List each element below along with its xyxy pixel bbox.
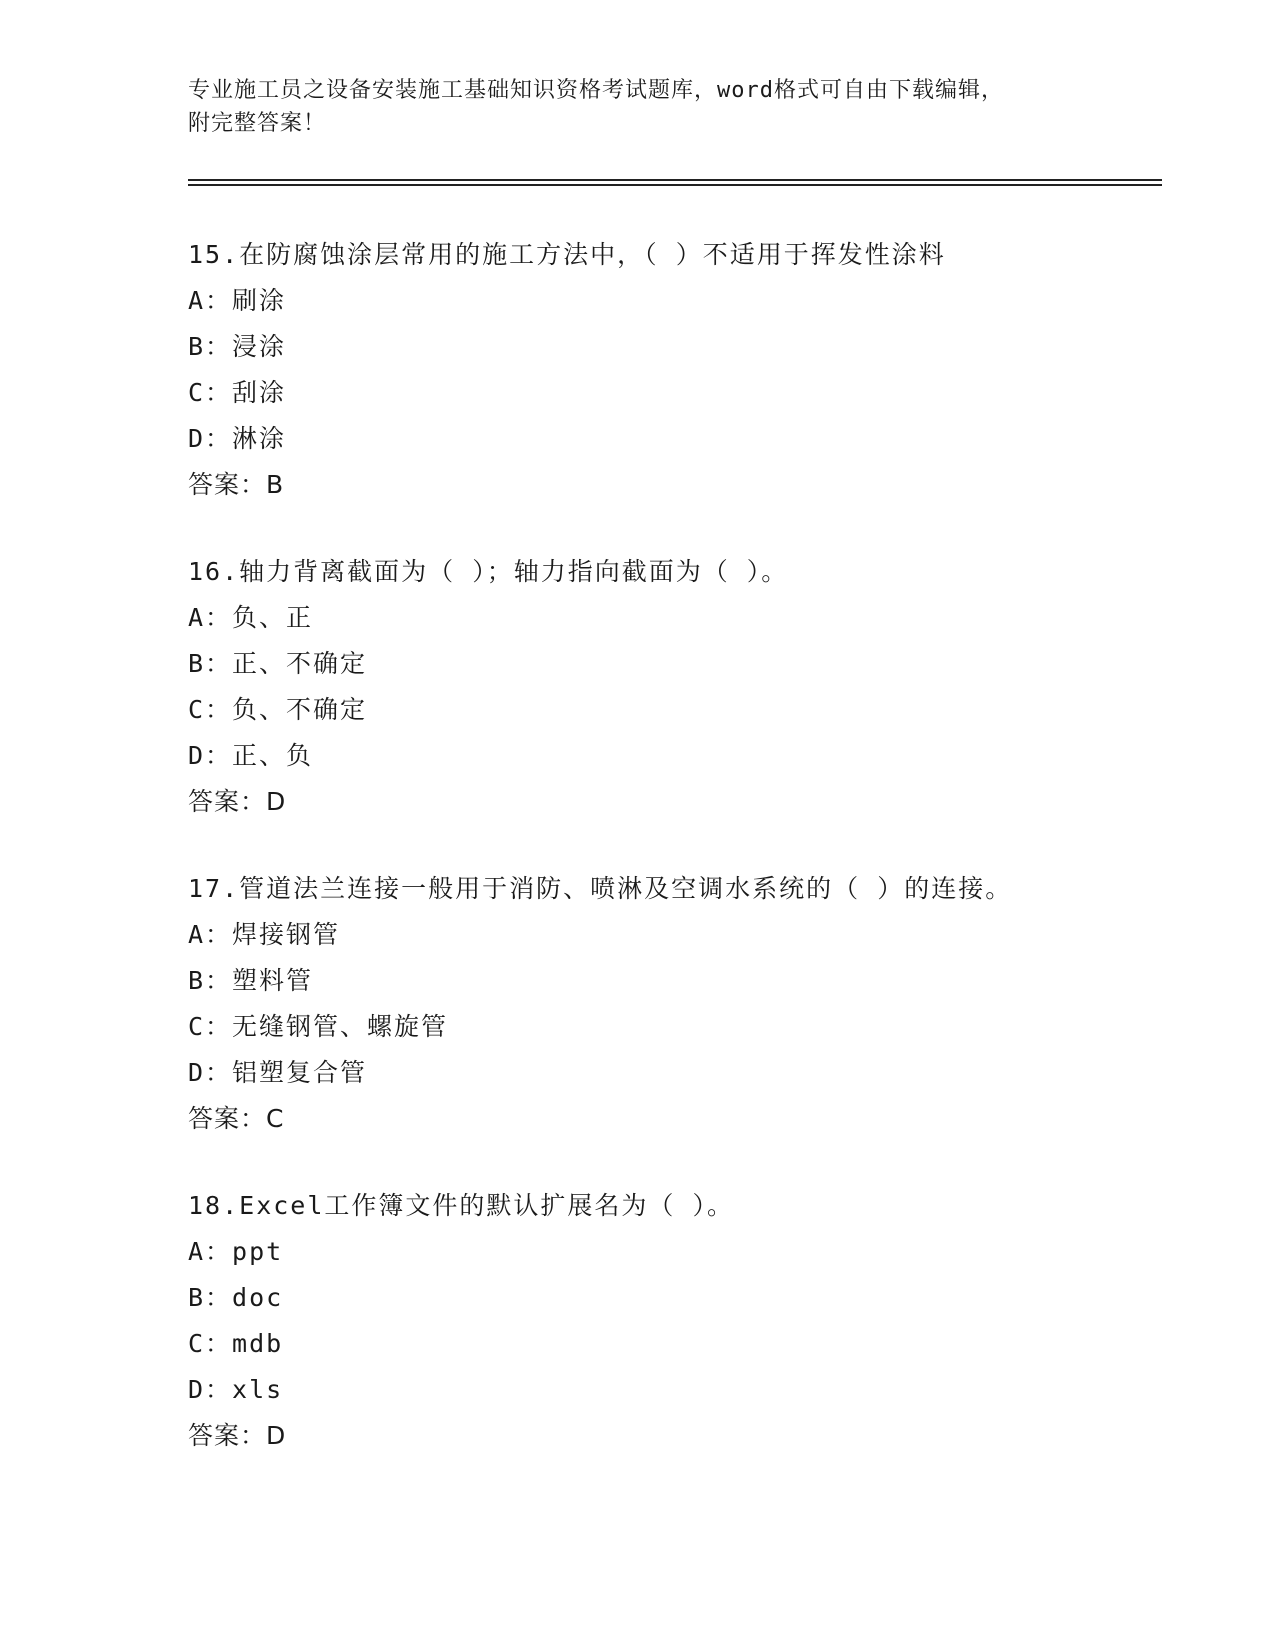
- option-d: D：正、负: [188, 741, 314, 770]
- header-divider-top: [188, 179, 1162, 181]
- answer-line: 答案：C: [188, 1104, 285, 1133]
- option-c: C：mdb: [188, 1329, 284, 1358]
- option-d: D：铝塑复合管: [188, 1058, 368, 1087]
- header-line-1: 专业施工员之设备安装施工基础知识资格考试题库，word格式可自由下载编辑，: [188, 78, 1004, 103]
- question-stem: 17.管道法兰连接一般用于消防、喷淋及空调水系统的（ ）的连接。: [188, 874, 1013, 903]
- question-block: [188, 866, 1148, 1142]
- answer-line: 答案：D: [188, 1421, 287, 1450]
- option-b: B：doc: [188, 1283, 284, 1312]
- question-stem: 16.轴力背离截面为（ ）；轴力指向截面为（ ）。: [188, 557, 789, 586]
- option-b: B：塑料管: [188, 966, 314, 995]
- option-a: A：负、正: [188, 603, 314, 632]
- question-block: [188, 549, 1148, 825]
- option-c: C：刮涂: [188, 378, 287, 407]
- option-a: A：ppt: [188, 1237, 284, 1266]
- option-a: A：焊接钢管: [188, 920, 341, 949]
- option-b: B：浸涂: [188, 332, 287, 361]
- option-d: D：xls: [188, 1375, 284, 1404]
- option-c: C：无缝钢管、螺旋管: [188, 1012, 449, 1041]
- answer-line: 答案：B: [188, 470, 285, 499]
- question-block: [188, 1183, 1148, 1459]
- option-b: B：正、不确定: [188, 649, 368, 678]
- option-d: D：淋涂: [188, 424, 287, 453]
- header-divider-bottom: [188, 184, 1162, 186]
- question-block: [188, 232, 1148, 508]
- answer-line: 答案：D: [188, 787, 287, 816]
- document-header: [188, 74, 1088, 140]
- option-a: A：刷涂: [188, 286, 287, 315]
- header-line-2: 附完整答案！: [188, 111, 327, 136]
- question-stem: 15.在防腐蚀涂层常用的施工方法中，（ ）不适用于挥发性涂料: [188, 240, 946, 269]
- question-stem: 18.Excel工作簿文件的默认扩展名为（ ）。: [188, 1191, 734, 1220]
- option-c: C：负、不确定: [188, 695, 368, 724]
